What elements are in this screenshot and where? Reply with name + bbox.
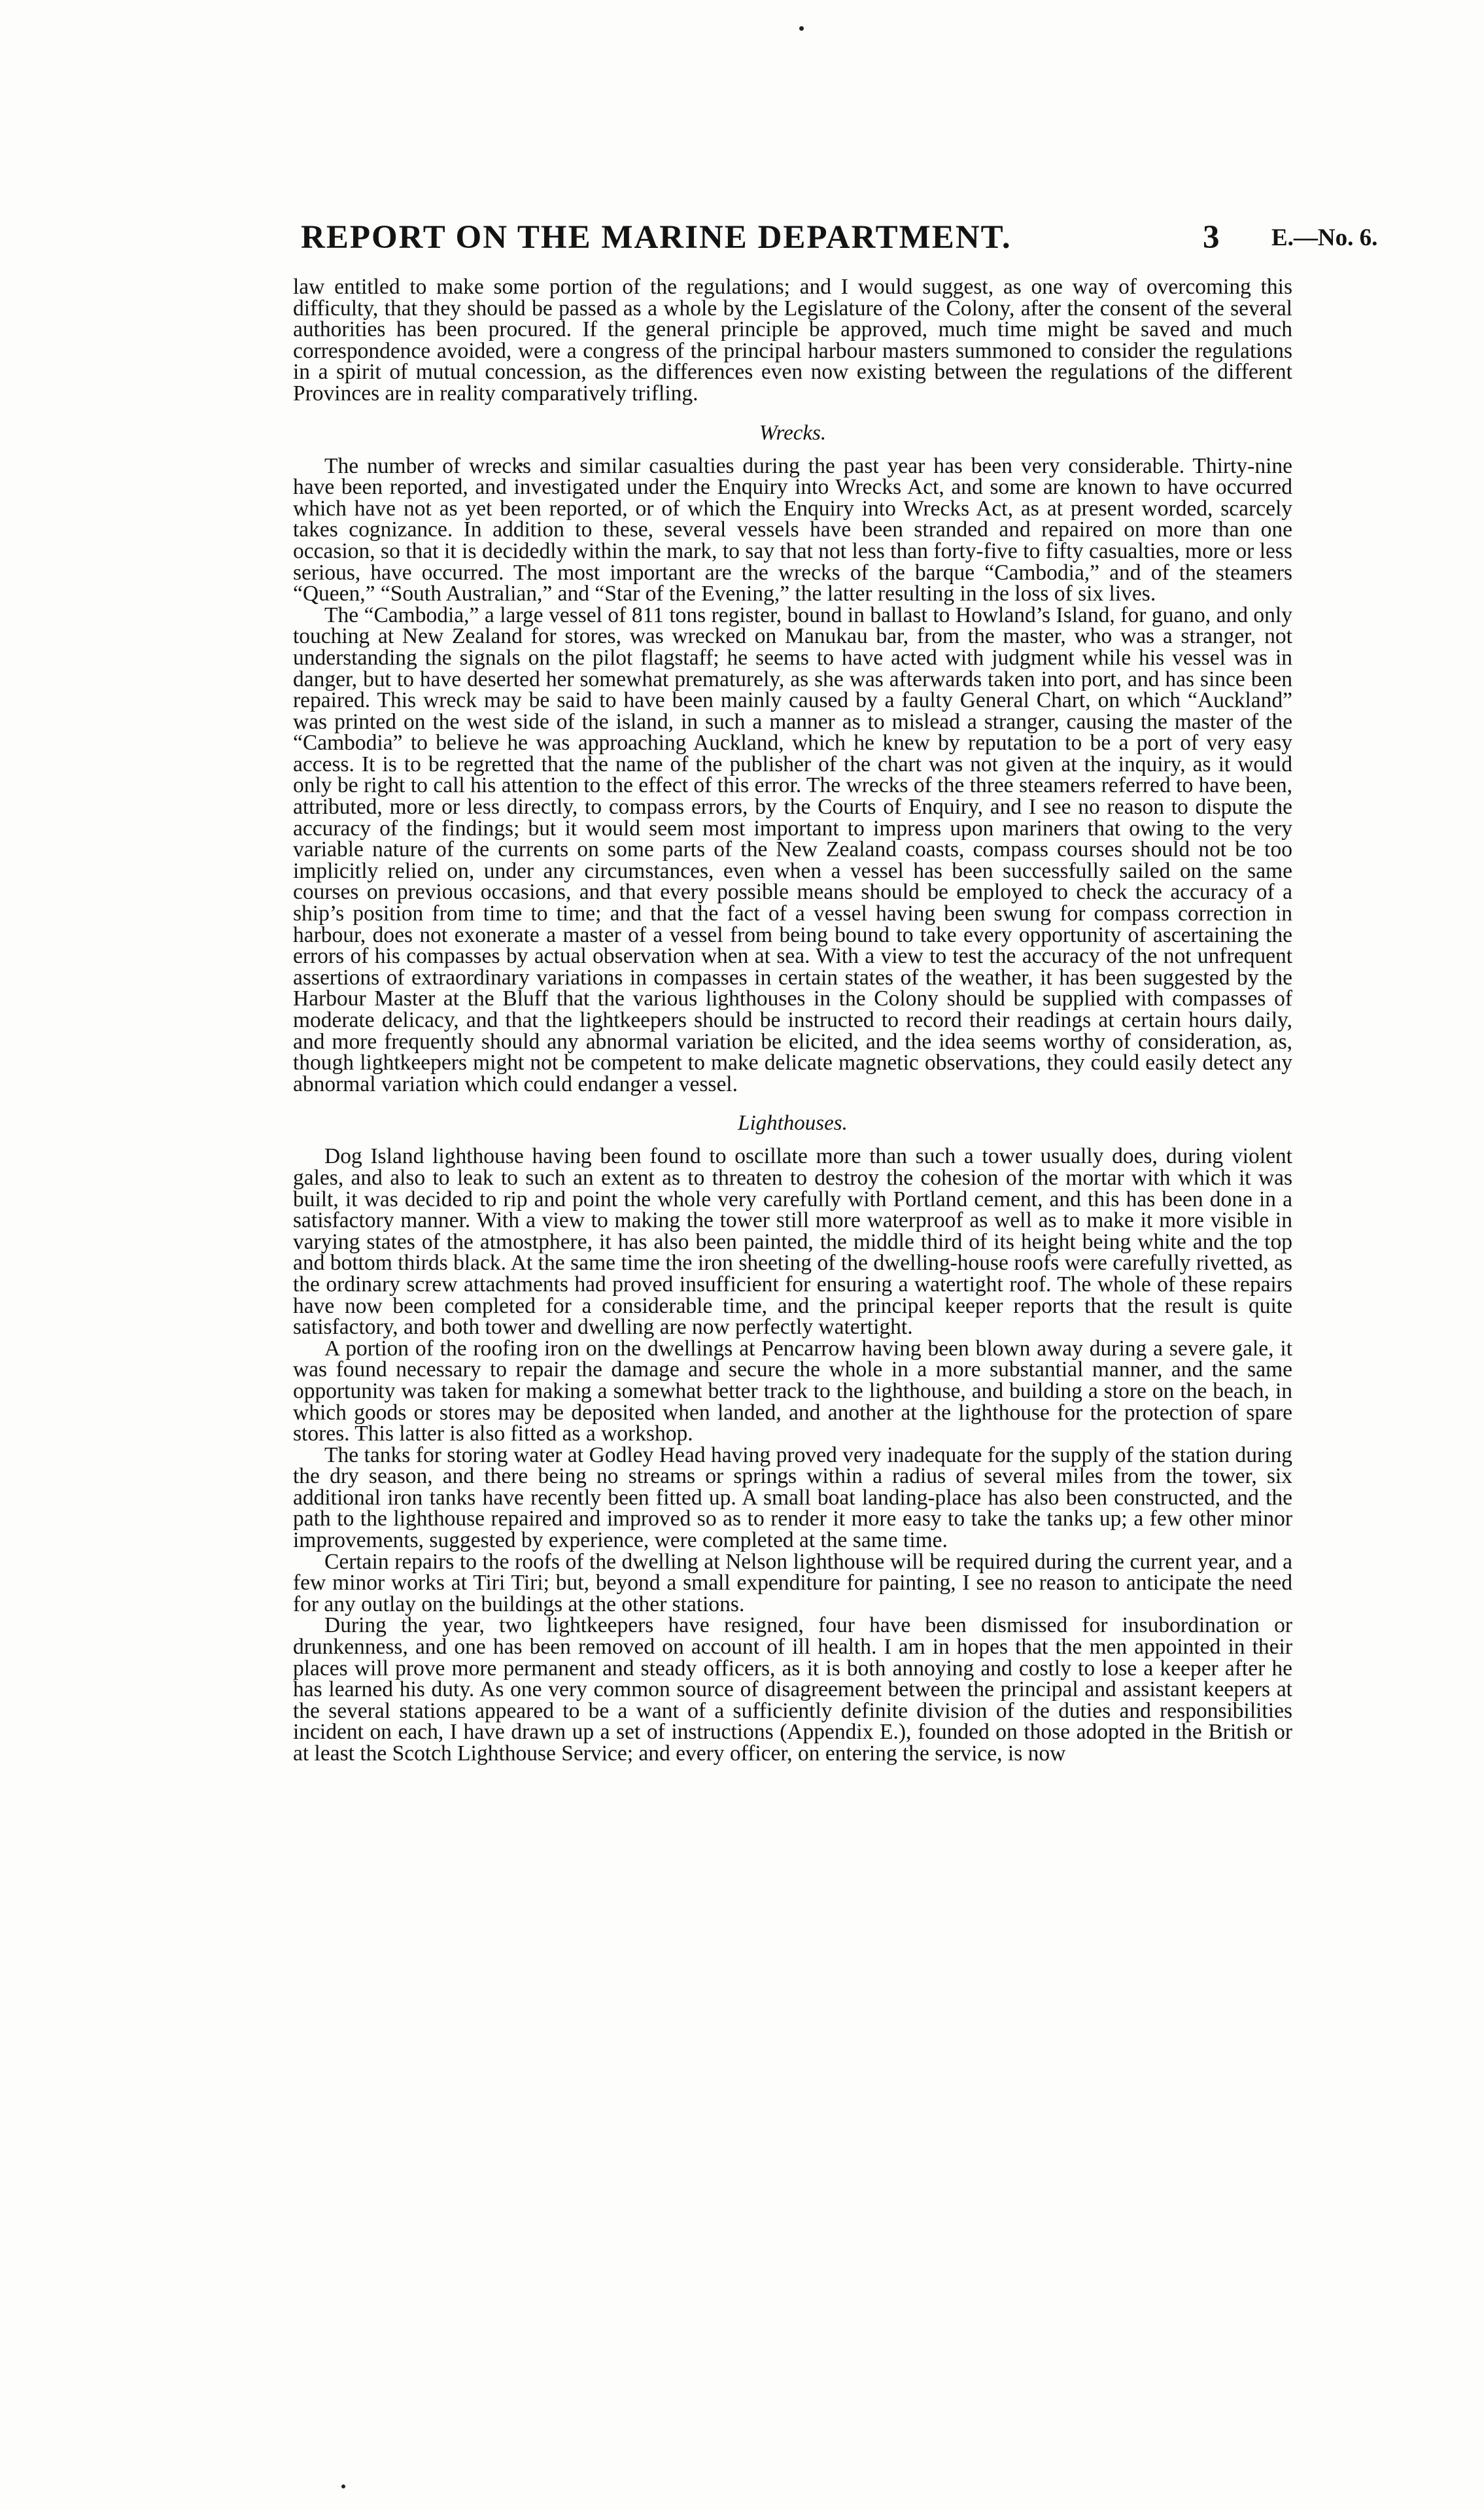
paragraph-lightkeepers: During the year, two lightkeepers have resigned, four have been dismissed for insubordination or drunkenness, and one has been removed on account of ill health. I am in hopes that the men appointed in their places will prove more permanent and steady officers, as it is both annoying and costly to lose a keeper after he has learned his duty. As one very common source of disagreement between the principal and assistant keepers at the several stations appeared to be a want of a sufficiently definite division of the duties and responsibilities incident on each, I have drawn up a set of instructions (Appendix E.), founded on those adopted in the British or at least the Scotch Lighthouse Service; and every officer, on entering the service, is now	[293, 1613, 1292, 1766]
print-speck	[341, 2484, 345, 2488]
running-header	[288, 218, 1378, 258]
paragraph-cambodia: The “Cambodia,” a large vessel of 811 tons register, bound in ballast to Howland’s Island, for guano, and only touching at New Zealand for stores, was wrecked on Manukau bar, from the master, who was a stranger, not understanding the signals on the pilot flagstaff; he seems to have acted with judgment while his vessel was in danger, but to have deserted her somewhat prematurely, as she was afterwards taken into port, and has since been repaired. This wreck may be said to have been mainly caused by a faulty General Chart, on which “Auckland” was printed on the west side of the island, in such a manner as to mislead a stranger, causing the master of the “Cambodia” to believe he was approaching Auckland, which he knew by reputation to be a port of very easy access. It is to be regretted that the name of the publisher of the chart was not given at the inquiry, as it would only be right to call his attention to the effect of this error. The wrecks of the three steamers referred to have been, attributed, more or less directly, to compass errors, by the Courts of Enquiry, and I see no reason to dispute the accuracy of the findings; but it would seem most important to impress upon mariners that owing to the very variable nature of the currents on some parts of the New Zealand coasts, compass courses should not be too implicitly relied on, under any circumstances, even when a vessel has been successfully sailed on the same courses on previous occasions, and that every possible means should be employed to check the accuracy of a ship’s position from time to time; and that the fact of a vessel having been swung for compass correction in harbour, does not exonerate a master of a vessel from being bound to take every opportunity of ascertaining the errors of his compasses by actual observation when at sea. With a view to test the accuracy of the not unfrequent assertions of extraordinary variations in compasses in certain states of the weather, it has been suggested by the Harbour Master at the Bluff that the various lighthouses in the Colony should be supplied with compasses of moderate delicacy, and that the lightkeepers should be instructed to record their readings at certain hours daily, and more frequently should any abnormal variation be elicited, and the idea seems worthy of consideration, as, though lightkeepers might not be competent to make delicate magnetic observations, they could easily detect any abnormal variation which could endanger a vessel.	[293, 602, 1292, 1096]
section-heading-wrecks: Wrecks.	[759, 421, 827, 445]
paragraph-continued: law entitled to make some portion of the regulations; and I would suggest, as one way of overcoming this difficulty, that they should be passed as a whole by the Legislature of the Colony, after the consent of the several authorities has been procured. If the general principle be approved, much time might be saved and much correspondence avoided, were a congress of the principal harbour masters summoned to consider the regulations in a spirit of mutual concession, as the differences even now existing between the regulations of the different Provinces are in reality comparatively trifling.	[293, 275, 1292, 406]
report-title: REPORT ON THE MARINE DEPARTMENT.	[301, 219, 1012, 256]
paragraph-pencarrow: A portion of the roofing iron on the dwellings at Pencarrow having been blown away during a severe gale, it was found necessary to repair the damage and secure the whole in a more substantial manner, and the same opportunity was taken for making a somewhat better track to the lighthouse, and building a store on the beach, in which goods or stores may be deposited when landed, and another at the lighthouse for the protection of spare stores. This latter is also fitted as a workshop.	[293, 1336, 1292, 1446]
section-heading-lighthouses: Lighthouses.	[738, 1111, 848, 1136]
paragraph-wrecks-number: The number of wrecks and similar casualties during the past year has been very considerable. Thirty-nine have been reported, and investigated under the Enquiry into Wrecks Act, and some are known to have occurred which have not as yet been reported, or of which the Enquiry into Wrecks Act, as at present worded, scarcely takes cognizance. In addition to these, several vessels have been stranded and repaired on more than one occasion, so that it is decidedly within the mark, to say that not less than forty-five to fifty casualties, more or less serious, have occurred. The most important are the wrecks of the barque “Cambodia,” and of the steamers “Queen,” “South Australian,” and “Star of the Evening,” the latter resulting in the loss of six lives.	[293, 453, 1292, 606]
page-number: 3	[1203, 219, 1220, 256]
document-code: E.—No. 6.	[1271, 224, 1378, 251]
paragraph-nelson: Certain repairs to the roofs of the dwelling at Nelson lighthouse will be required during the current year, and a few minor works at Tiri Tiri; but, beyond a small expenditure for painting, I see no reason to anticipate the need for any outlay on the buildings at the other stations.	[293, 1549, 1292, 1616]
print-speck	[799, 26, 804, 31]
report-body	[293, 277, 1292, 1765]
paragraph-dog-island: Dog Island lighthouse having been found to oscillate more than such a tower usually does, during violent gales, and also to leak to such an extent as to threaten to destroy the cohesion of the mortar with which it was built, it was decided to rip and point the whole very carefully with Portland cement, and this has been done in a satisfactory manner. With a view to making the tower still more waterproof as well as to make it more visible in varying states of the atmostphere, it has also been painted, the middle third of its height being white and the top and bottom thirds black. At the same time the iron sheeting of the dwelling-house roofs were carefully rivetted, as the ordinary screw attachments had proved insufficient for ensuring a watertight roof. The whole of these repairs have now been completed for a considerable time, and the principal keeper reports that the result is quite satisfactory, and both tower and dwelling are now perfectly watertight.	[293, 1144, 1292, 1340]
paragraph-godley-head: The tanks for storing water at Godley Head having proved very inadequate for the supply of the station during the dry season, and there being no streams or springs within a radius of several miles from the tower, six additional iron tanks have recently been fitted up. A small boat landing-place has also been constructed, and the path to the lighthouse repaired and improved so as to render it more easy to take the tanks up; a few other minor improvements, suggested by experience, were completed at the same time.	[293, 1442, 1292, 1553]
